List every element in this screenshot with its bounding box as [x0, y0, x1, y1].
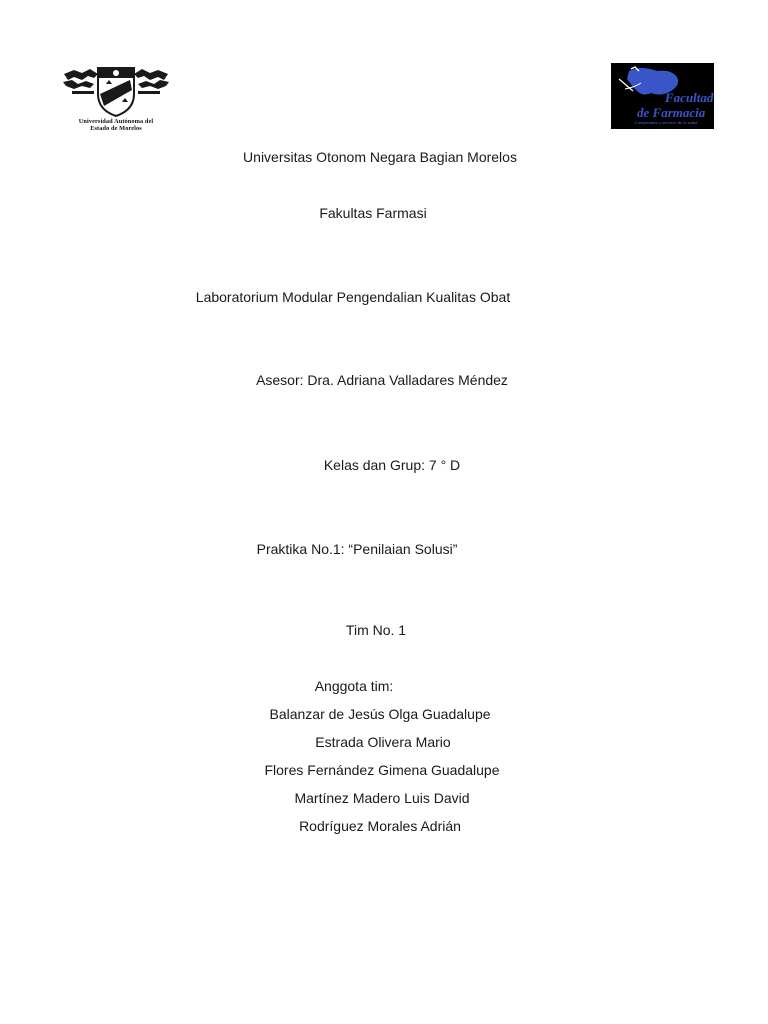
team-member: Balanzar de Jesús Olga Guadalupe — [269, 706, 491, 722]
members-heading: Anggota tim: — [314, 678, 394, 694]
university-name-caption: Universidad Autónoma del — [78, 118, 154, 125]
university-logo — [60, 64, 172, 136]
university-crest-icon — [60, 64, 172, 118]
university-name: Universitas Otonom Negara Bagian Morelos — [243, 149, 517, 165]
laboratory-name: Laboratorium Modular Pengendalian Kualitas Obat — [195, 289, 511, 305]
faculty-name: Fakultas Farmasi — [319, 205, 427, 221]
team-member: Flores Fernández Gimena Guadalupe — [264, 762, 500, 778]
faculty-brand-line2: de Farmacia — [637, 105, 706, 120]
team-member: Martínez Madero Luis David — [294, 790, 470, 806]
assessor-line: Asesor: Dra. Adriana Valladares Méndez — [256, 372, 508, 388]
faculty-logo — [611, 63, 714, 129]
team-member: Rodríguez Morales Adrián — [299, 818, 461, 834]
class-group-line: Kelas dan Grup: 7 ° D — [323, 457, 461, 473]
university-state-caption: Estado de Morelos — [90, 125, 142, 132]
team-number: Tim No. 1 — [345, 622, 407, 638]
faculty-brand-line1: Facultad — [665, 90, 714, 105]
faculty-motto: Compromiso y servicio de la salud — [635, 120, 698, 125]
practice-title: Praktika No.1: “Penilaian Solusi” — [256, 541, 458, 557]
team-member: Estrada Olivera Mario — [315, 734, 451, 750]
